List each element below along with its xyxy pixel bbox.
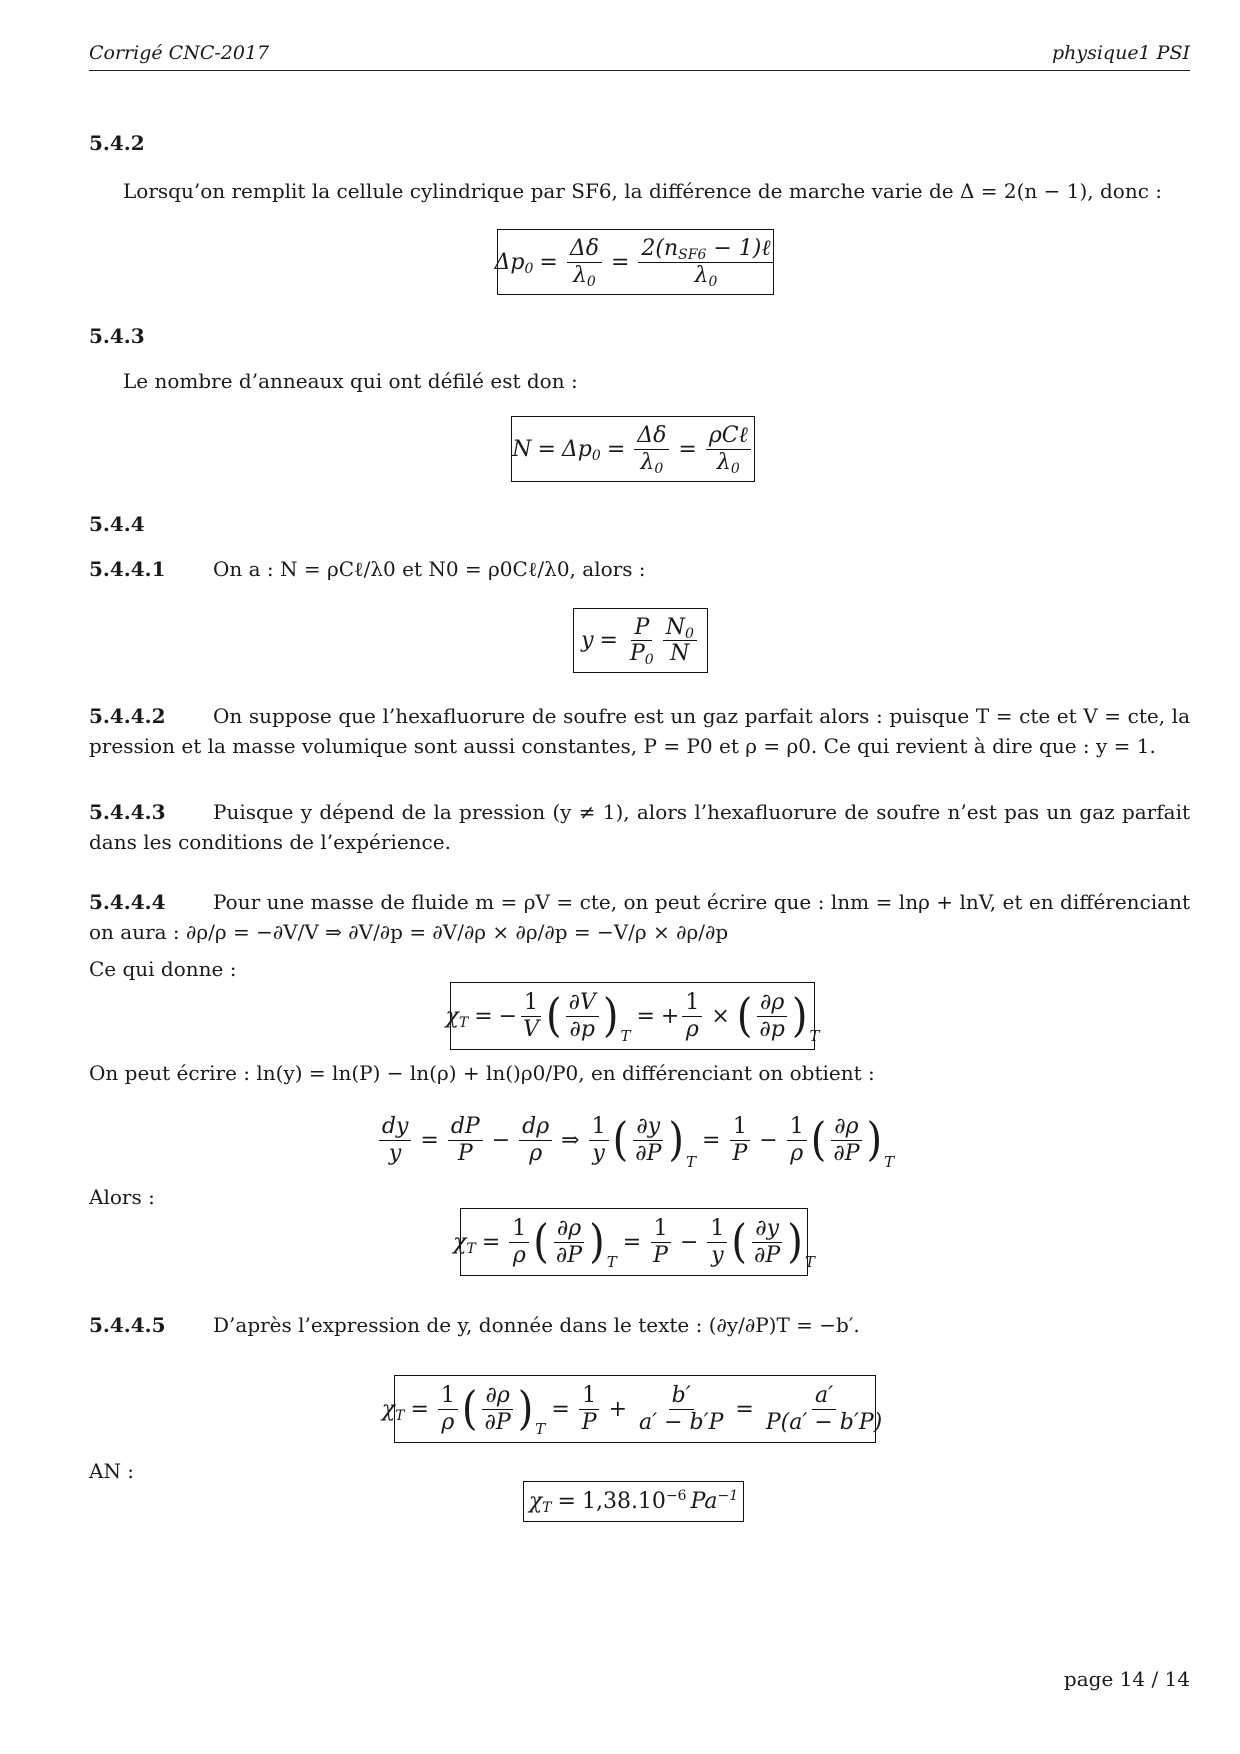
paragraph-text: Puisque y dépend de la pression (y ≠ 1), alors l’hexafluorure de soufre n’est pas un gaz parfait dans les conditions de l’expérience. (89, 800, 1190, 854)
equation-render: $\Delta p_0$ (494, 249, 534, 277)
paragraph (89, 1310, 1190, 1340)
boxed-equation: y = $\frac{P}{P_0}$ $\frac{N_0}{N}$ (573, 608, 708, 673)
section-number: 5.4.4.1 (89, 557, 166, 581)
boxed-equation: $\chi_T$ = $1,38.10^{-6}$ $Pa^{-1}$ (523, 1481, 744, 1522)
header-right: physique1 PSI (1051, 42, 1190, 64)
boxed-equation: $\chi_T$ = $\frac{1}{\rho}$ ( $\frac{\partial\rho}{\partial P}$ ) T = $\frac{1}{P}$ + $\frac{b'}{a' - b'P}$ = $\frac{a'}{P(a' - b'P)}$ (394, 1375, 876, 1443)
paragraph-text: On suppose que l’hexafluorure de soufre est un gaz parfait alors : puisque T = cte et V = cte, la pression et la masse volumique sont aussi constantes, P = P0 et ρ = ρ0. Ce qui revient à dire que : y = 1. (89, 704, 1190, 758)
header-left: Corrigé CNC-2017 (89, 42, 270, 64)
paragraph: Lorsqu’on remplit la cellule cylindrique par SF6, la différence de marche varie de Δ = 2(n − 1), donc : (123, 179, 1163, 203)
boxed-equation: $\chi_T$ = − $\frac{1}{V}$ ( $\frac{\partial V}{\partial p}$ ) T = + $\frac{1}{\rho}$ × ( $\frac{\partial\rho}{\partial p}$ ) T (450, 982, 815, 1050)
equation: $\frac{dy}{y}$ = $\frac{dP}{P}$ − $\frac{d\rho}{\rho}$ ⇒ $\frac{1}{y}$ ( $\frac{\partial y}{\partial P}$ ) T = $\frac{1}{P}$ − $\frac{1}{\rho}$ ( $\frac{\partial\rho}{\partial P}$ ) T (400, 1105, 870, 1175)
paragraph (89, 701, 1190, 761)
page-header (89, 40, 1190, 71)
section-number: 5.4.4 (89, 512, 145, 536)
paragraph-text: D’après l’expression de y, donnée dans le texte : (∂y/∂P)T = −b′. (213, 1313, 860, 1337)
paragraph: Le nombre d’anneaux qui ont défilé est don : (123, 369, 578, 393)
section-number: 5.4.3 (89, 324, 145, 348)
boxed-equation: N = $\Delta p_0$ = $\frac{\Delta\delta}{\lambda_0}$ = $\frac{\text{ρCℓ}}{\lambda_0}$ (511, 416, 755, 482)
paragraph-text: Pour une masse de fluide m = ρV = cte, on peut écrire que : lnm = lnρ + lnV, et en différenciant on aura : ∂ρ/ρ = −∂V/V ⇒ ∂V/∂p = ∂V/∂ρ × ∂ρ/∂p = −V/ρ × ∂ρ/∂p (89, 890, 1190, 944)
paragraph (89, 887, 1190, 947)
paragraph: Alors : (89, 1185, 155, 1209)
section-number: 5.4.4.3 (89, 800, 166, 824)
boxed-equation: $\Delta p_0$ = $\frac{\Delta\delta}{\lambda_0}$ = $\frac{2(n_{SF6} - 1)\ell}{\lambda_0}$ (497, 229, 774, 295)
paragraph-text: On a : N = ρCℓ/λ0 et N0 = ρ0Cℓ/λ0, alors : (213, 557, 646, 581)
section-number: 5.4.4.4 (89, 890, 166, 914)
section-number: 5.4.4.2 (89, 704, 166, 728)
section-number: 5.4.2 (89, 131, 145, 155)
page-number: page 14 / 14 (1063, 1667, 1190, 1691)
paragraph (89, 554, 1190, 584)
section-number: 5.4.4.5 (89, 1313, 166, 1337)
paragraph (89, 797, 1190, 857)
paragraph: AN : (89, 1459, 135, 1483)
paragraph: Ce qui donne : (89, 957, 237, 981)
paragraph: On peut écrire : ln(y) = ln(P) − ln(ρ) + ln()ρ0/P0, en différenciant on obtient : (89, 1061, 875, 1085)
boxed-equation: $\chi_T$ = $\frac{1}{\rho}$ ( $\frac{\partial\rho}{\partial P}$ ) T = $\frac{1}{P}$ − $\frac{1}{y}$ ( $\frac{\partial y}{\partial P}$ ) T (460, 1208, 808, 1276)
